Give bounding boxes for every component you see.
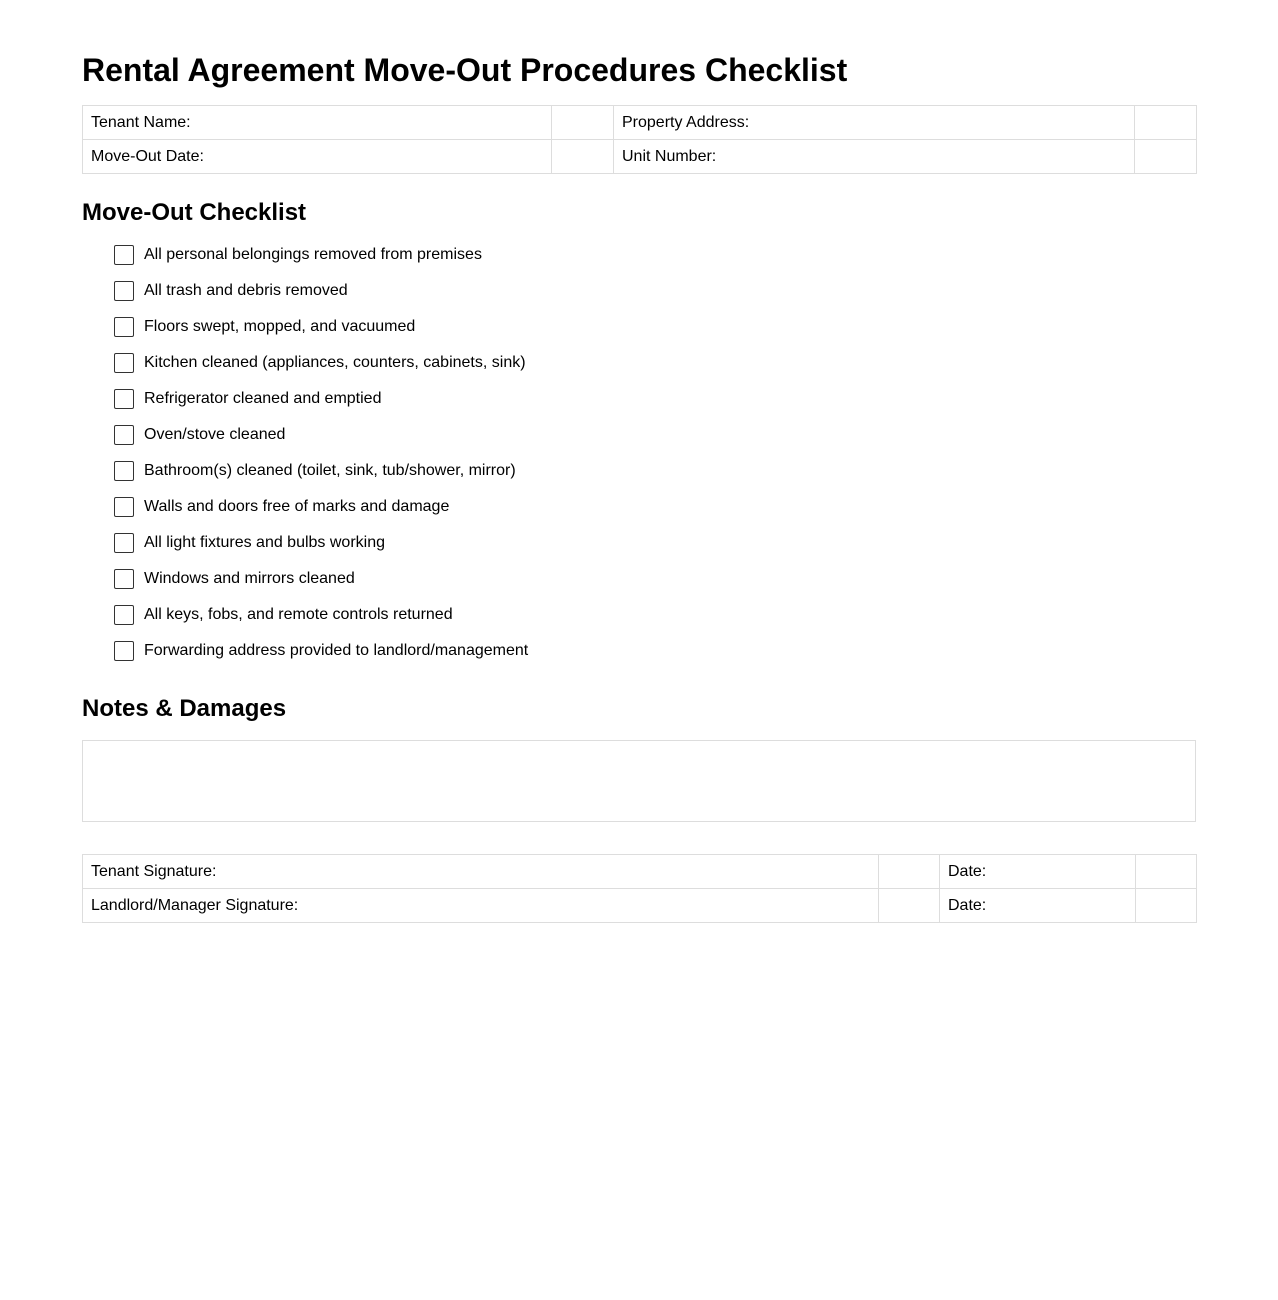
checklist-item[interactable] xyxy=(114,489,528,525)
checkbox[interactable] xyxy=(114,281,134,301)
checklist-item[interactable] xyxy=(114,597,528,633)
signature-table xyxy=(82,854,1197,923)
checkbox[interactable] xyxy=(114,641,134,661)
table-row xyxy=(83,889,1197,923)
checklist-item-label: Bathroom(s) cleaned (toilet, sink, tub/shower, mirror) xyxy=(144,462,516,479)
checklist-item-label: All trash and debris removed xyxy=(144,282,348,299)
unit-number-label: Unit Number: xyxy=(614,140,1135,174)
checklist-item[interactable] xyxy=(114,525,528,561)
checkbox[interactable] xyxy=(114,245,134,265)
checkbox[interactable] xyxy=(114,461,134,481)
checklist-item-label: Floors swept, mopped, and vacuumed xyxy=(144,318,416,335)
checklist-item[interactable] xyxy=(114,309,528,345)
checklist-item[interactable] xyxy=(114,381,528,417)
checkbox[interactable] xyxy=(114,389,134,409)
checklist-item[interactable] xyxy=(114,453,528,489)
move-out-date-field[interactable] xyxy=(552,140,614,174)
table-row xyxy=(83,855,1197,889)
tenant-date-label: Date: xyxy=(940,855,1136,889)
tenant-date-field[interactable] xyxy=(1136,855,1197,889)
checklist-item[interactable] xyxy=(114,561,528,597)
checkbox[interactable] xyxy=(114,605,134,625)
checkbox[interactable] xyxy=(114,497,134,517)
checklist-item-label: Oven/stove cleaned xyxy=(144,426,286,443)
tenant-info-table xyxy=(82,105,1197,174)
checklist-item-label: All personal belongings removed from premises xyxy=(144,246,482,263)
checkbox[interactable] xyxy=(114,317,134,337)
landlord-date-field[interactable] xyxy=(1136,889,1197,923)
checklist-item[interactable] xyxy=(114,633,528,669)
table-row xyxy=(83,106,1197,140)
checklist-item-label: Walls and doors free of marks and damage xyxy=(144,498,450,515)
checklist-heading: Move-Out Checklist xyxy=(82,199,307,226)
tenant-name-field[interactable] xyxy=(552,106,614,140)
checklist-item-label: Windows and mirrors cleaned xyxy=(144,570,355,587)
checklist-item-label: Forwarding address provided to landlord/management xyxy=(144,642,529,659)
notes-damages-field[interactable] xyxy=(82,740,1196,822)
landlord-date-label: Date: xyxy=(940,889,1136,923)
checklist-item-label: All keys, fobs, and remote controls returned xyxy=(144,606,453,623)
checklist-item[interactable] xyxy=(114,345,528,381)
property-address-label: Property Address: xyxy=(614,106,1135,140)
page-title: Rental Agreement Move-Out Procedures Checklist xyxy=(82,52,848,88)
checkbox[interactable] xyxy=(114,353,134,373)
checklist-item-label: Refrigerator cleaned and emptied xyxy=(144,390,382,407)
landlord-signature-label: Landlord/Manager Signature: xyxy=(83,889,879,923)
tenant-name-label: Tenant Name: xyxy=(83,106,552,140)
checklist-item[interactable] xyxy=(114,273,528,309)
table-row xyxy=(83,140,1197,174)
landlord-signature-field[interactable] xyxy=(879,889,940,923)
checkbox[interactable] xyxy=(114,533,134,553)
checkbox[interactable] xyxy=(114,569,134,589)
checklist-item[interactable] xyxy=(114,417,528,453)
notes-heading: Notes & Damages xyxy=(82,695,287,722)
checklist-item[interactable] xyxy=(114,237,528,273)
unit-number-field[interactable] xyxy=(1135,140,1197,174)
checklist-item-label: All light fixtures and bulbs working xyxy=(144,534,386,551)
property-address-field[interactable] xyxy=(1135,106,1197,140)
checkbox[interactable] xyxy=(114,425,134,445)
move-out-checklist xyxy=(114,237,528,669)
tenant-signature-label: Tenant Signature: xyxy=(83,855,879,889)
checklist-item-label: Kitchen cleaned (appliances, counters, cabinets, sink) xyxy=(144,354,526,371)
move-out-date-label: Move-Out Date: xyxy=(83,140,552,174)
tenant-signature-field[interactable] xyxy=(879,855,940,889)
